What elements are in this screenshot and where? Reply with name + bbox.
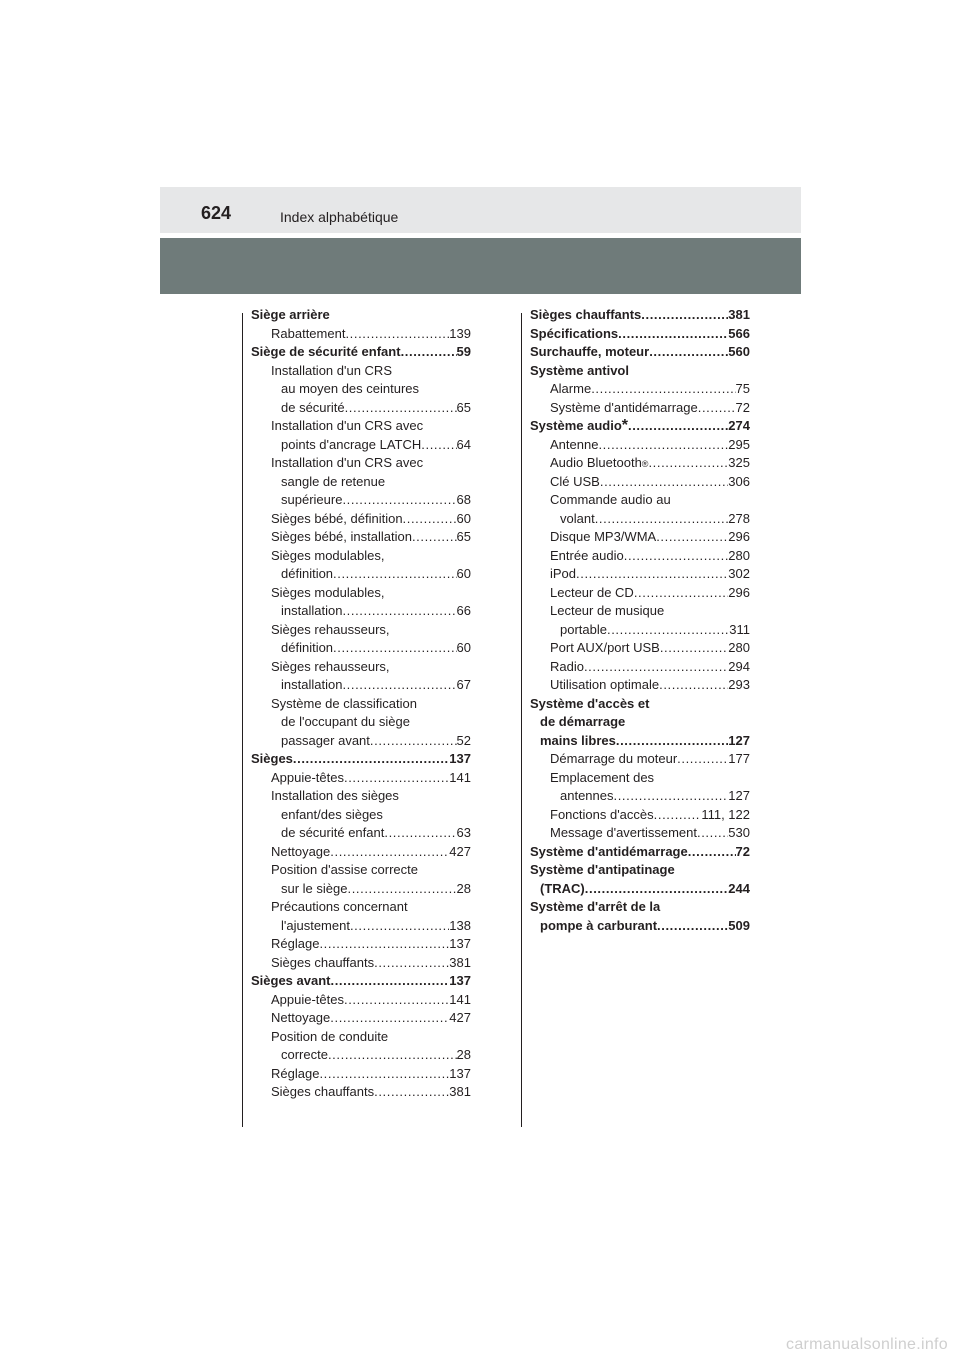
dot-leader (370, 732, 457, 751)
dot-leader (331, 972, 450, 991)
dot-leader (628, 417, 728, 436)
index-subentry (530, 602, 750, 621)
dot-leader (421, 436, 456, 455)
entry-label: de l'occupant du siège (281, 714, 410, 729)
index-subentry (530, 824, 750, 843)
entry-page-number: 177 (728, 751, 750, 766)
dot-leader (641, 306, 728, 325)
entry-label: Siège arrière (251, 307, 330, 322)
dot-leader (342, 676, 456, 695)
entry-label: Lecteur de CD (550, 584, 634, 600)
entry-page-number: 65 (456, 529, 471, 544)
entry-page-number: 59 (456, 344, 471, 359)
index-subentry (251, 1028, 471, 1047)
entry-label: Surchauffe, moteur (530, 344, 650, 359)
entry-page-number: 72 (735, 399, 750, 415)
index-entry (530, 861, 750, 880)
entry-page-number: 325 (728, 455, 750, 470)
dot-leader (319, 935, 449, 954)
entry-label: pompe à carburant (540, 917, 658, 933)
entry-page-number: 509 (728, 917, 750, 933)
entry-label: Appuie-têtes (271, 769, 344, 785)
dot-leader (344, 991, 449, 1010)
index-subentry (530, 806, 750, 825)
dot-leader (384, 824, 456, 843)
header-band (160, 187, 801, 233)
entry-label: (TRAC) (540, 880, 585, 896)
entry-label: Précautions concernant (271, 899, 408, 914)
entry-label: Démarrage du moteur (550, 751, 678, 766)
index-entry: Système audio * ..... 274 (530, 417, 750, 436)
entry-label: Disque MP3/WMA (550, 529, 657, 544)
entry-label: Sièges chauffants (271, 1084, 375, 1099)
index-subentry (251, 769, 471, 788)
entry-page-number: 72 (735, 843, 750, 859)
dot-leader (374, 1083, 449, 1102)
index-subentry (251, 362, 471, 381)
dot-leader (319, 1065, 449, 1084)
entry-label: Utilisation optimale (550, 677, 660, 692)
entry-page-number: 64 (456, 436, 471, 452)
index-subentry (530, 473, 750, 492)
entry-label: Entrée audio (550, 547, 624, 563)
entry-label: Système audio (530, 418, 622, 433)
entry-label: Système antivol (530, 362, 629, 378)
index-subentry (251, 380, 471, 399)
entry-label: Réglage (271, 1065, 320, 1081)
entry-page-number: 381 (449, 954, 471, 970)
entry-label: Audio Bluetooth (550, 455, 642, 470)
page-number: 624 (201, 203, 232, 223)
index-subentry (251, 639, 471, 658)
dot-leader (347, 880, 456, 899)
dot-leader (660, 639, 728, 658)
index-entry (530, 343, 750, 362)
entry-label: Lecteur de musique (550, 603, 665, 618)
entry-label: installation (281, 677, 343, 692)
entry-page-number: 381 (449, 1084, 471, 1099)
entry-label: Rabattement (271, 325, 346, 341)
dot-leader (412, 528, 457, 547)
dot-leader (345, 399, 457, 418)
entry-page-number: 137 (449, 973, 471, 988)
entry-page-number: 381 (728, 307, 750, 322)
entry-label: Système d'antidémarrage (550, 399, 698, 415)
entry-label: Réglage (271, 936, 320, 951)
entry-label: Fonctions d'accès (550, 806, 654, 822)
entry-label: sur le siège (281, 880, 348, 896)
entry-label: Installation d'un CRS avec (271, 455, 424, 470)
column-rule-middle (521, 313, 522, 1127)
index-subentry (251, 824, 471, 843)
index-subentry (251, 676, 471, 695)
index-subentry (530, 676, 750, 695)
entry-label: Système d'accès et (530, 695, 650, 711)
index-subentry (530, 658, 750, 677)
entry-page-number: 52 (456, 732, 471, 748)
dot-leader (344, 769, 449, 788)
index-subentry (251, 325, 471, 344)
entry-label: Port AUX/port USB (550, 640, 660, 655)
entry-label: sangle de retenue (281, 473, 386, 489)
index-entry (530, 917, 750, 936)
entry-label: Sièges chauffants (271, 954, 375, 970)
index-subentry (251, 898, 471, 917)
entry-label: Spécifications (530, 325, 619, 341)
index-subentry (251, 491, 471, 510)
index-subentry (251, 935, 471, 954)
entry-page-number: 68 (456, 492, 471, 507)
section-title: Index alphabétique (280, 209, 399, 225)
entry-label: supérieure (281, 492, 343, 507)
dot-leader (330, 843, 449, 862)
entry-label: iPod (550, 566, 577, 581)
entry-page-number: 295 (728, 436, 750, 452)
dot-leader (401, 343, 457, 362)
entry-page-number: 137 (449, 1065, 471, 1081)
entry-label: mains libres (540, 732, 616, 748)
entry-page-number: 141 (449, 769, 471, 785)
entry-label: Sièges modulables, (271, 584, 385, 600)
index-subentry (530, 547, 750, 566)
entry-label: Système de classification (271, 695, 417, 711)
index-subentry (251, 1009, 471, 1028)
entry-label: Sièges rehausseurs, (271, 658, 390, 674)
index-entry (530, 843, 750, 862)
entry-page-number: 137 (449, 936, 471, 951)
entry-page-number: 296 (728, 584, 750, 600)
index-subentry (251, 1083, 471, 1102)
entry-page-number: 138 (449, 917, 471, 933)
dot-leader (342, 602, 456, 621)
entry-label: l'ajustement (281, 917, 350, 933)
dot-leader (350, 917, 449, 936)
entry-label: Nettoyage (271, 843, 331, 859)
dot-leader (584, 658, 728, 677)
entry-page-number: 139 (449, 325, 471, 341)
index-entry (530, 732, 750, 751)
dot-leader (648, 454, 728, 473)
entry-label: Sièges bébé, installation (271, 529, 412, 544)
index-subentry (251, 399, 471, 418)
dot-leader (600, 473, 728, 492)
entry-label: Sièges modulables, (271, 547, 385, 563)
index-subentry (251, 695, 471, 714)
dot-leader (624, 547, 729, 566)
entry-label: Sièges avant (251, 973, 331, 988)
entry-page-number: 111, 122 (701, 806, 750, 822)
entry-label: Système d'antipatinage (530, 862, 675, 877)
index-entry (530, 695, 750, 714)
entry-label: Radio (550, 658, 584, 674)
entry-page-number: 141 (449, 991, 471, 1007)
index-entry (530, 325, 750, 344)
index-entry (251, 750, 471, 769)
index-subentry (251, 547, 471, 566)
dot-leader (697, 824, 728, 843)
index-subentry (530, 380, 750, 399)
index-subentry (530, 639, 750, 658)
entry-page-number: 137 (449, 751, 471, 766)
entry-label: installation (281, 603, 343, 618)
index-subentry (251, 621, 471, 640)
index-subentry (251, 787, 471, 806)
index-subentry (530, 584, 750, 603)
index-entry (530, 362, 750, 381)
dot-leader (614, 787, 729, 806)
entry-label: Nettoyage (271, 1010, 331, 1025)
dot-leader (657, 917, 728, 936)
entry-page-number: 66 (456, 603, 471, 618)
entry-page-number: 306 (728, 473, 750, 489)
entry-label: Installation des sièges (271, 788, 399, 803)
entry-label: Système d'antidémarrage (530, 843, 688, 859)
index-subentry (251, 917, 471, 936)
entry-label: Position d'assise correcte (271, 862, 418, 877)
entry-page-number: 60 (456, 640, 471, 655)
entry-page-number: 63 (456, 825, 471, 840)
index-subentry (251, 806, 471, 825)
dot-leader (649, 343, 728, 362)
index-subentry (251, 417, 471, 436)
entry-page-number: 427 (449, 1010, 471, 1025)
dot-leader (328, 1046, 457, 1065)
entry-label: Sièges rehausseurs, (271, 621, 390, 637)
entry-label: Appuie-têtes (271, 991, 344, 1007)
index-entry (251, 343, 471, 362)
entry-page-number: 60 (456, 566, 471, 581)
index-subentry (530, 510, 750, 529)
dot-leader (330, 1009, 449, 1028)
watermark: carmanualsonline.info (786, 1336, 948, 1353)
index-entry (251, 306, 471, 325)
index-subentry (251, 658, 471, 677)
entry-page-number: 294 (728, 658, 750, 674)
entry-label: définition (281, 640, 334, 655)
index-subentry (251, 584, 471, 603)
index-subentry (530, 436, 750, 455)
entry-label: de sécurité (281, 399, 345, 415)
index-subentry: Audio Bluetooth ® ..... 325 (530, 454, 750, 473)
dot-leader (595, 510, 729, 529)
entry-page-number: 127 (728, 788, 750, 803)
entry-label: Position de conduite (271, 1028, 389, 1044)
entry-label: Alarme (550, 381, 592, 396)
index-subentry (251, 713, 471, 732)
index-column-right (530, 306, 750, 935)
entry-label: Installation d'un CRS avec (271, 418, 424, 433)
entry-label: Sièges chauffants (530, 307, 642, 322)
dot-leader (598, 436, 728, 455)
index-subentry (530, 769, 750, 788)
entry-page-number: 280 (728, 640, 750, 655)
entry-page-number: 427 (449, 843, 471, 859)
entry-label: Clé USB (550, 473, 600, 489)
entry-page-number: 244 (728, 880, 750, 896)
dot-leader (656, 528, 728, 547)
index-subentry (530, 621, 750, 640)
dot-leader (403, 510, 457, 529)
dot-leader (677, 750, 728, 769)
entry-label: Siège de sécurité enfant (251, 344, 401, 359)
dot-leader (659, 676, 728, 695)
index-subentry (251, 473, 471, 492)
dot-leader (607, 621, 729, 640)
dot-leader (333, 639, 456, 658)
index-entry (530, 898, 750, 917)
index-subentry (530, 787, 750, 806)
index-column-left (251, 306, 471, 1102)
entry-page-number: 566 (728, 325, 750, 341)
dot-leader (591, 380, 735, 399)
entry-label: Sièges (251, 751, 293, 766)
entry-label: Installation d'un CRS (271, 362, 392, 378)
entry-page-number: 274 (728, 418, 750, 433)
entry-label: passager avant (281, 732, 370, 748)
index-subentry (251, 1046, 471, 1065)
index-entry (251, 972, 471, 991)
index-subentry (251, 436, 471, 455)
entry-label: Message d'avertissement (550, 825, 697, 840)
dot-leader (688, 843, 736, 862)
entry-page-number: 28 (456, 1047, 471, 1062)
entry-page-number: 302 (728, 566, 750, 581)
dot-leader (616, 732, 728, 751)
index-subentry (251, 861, 471, 880)
index-subentry (251, 565, 471, 584)
index-subentry (251, 454, 471, 473)
index-subentry (530, 750, 750, 769)
dot-leader (576, 565, 728, 584)
index-entry (530, 880, 750, 899)
dot-leader (618, 325, 728, 344)
entry-label: points d'ancrage LATCH (281, 436, 422, 452)
entry-label: Antenne (550, 436, 599, 452)
entry-page-number: 296 (728, 529, 750, 544)
index-entry (530, 713, 750, 732)
column-rule-left (242, 313, 243, 1127)
entry-label: Emplacement des (550, 769, 655, 785)
dot-leader (585, 880, 729, 899)
entry-page-number: 278 (728, 510, 750, 526)
entry-label: de sécurité enfant (281, 825, 385, 840)
dot-leader (345, 325, 449, 344)
entry-label: correcte (281, 1047, 328, 1062)
entry-page-number: 28 (456, 880, 471, 896)
index-entry (530, 306, 750, 325)
index-subentry (251, 991, 471, 1010)
entry-label: Commande audio au (550, 492, 671, 507)
index-subentry (251, 510, 471, 529)
entry-page-number: 311 (729, 621, 750, 637)
index-subentry (251, 528, 471, 547)
dot-leader (374, 954, 449, 973)
entry-page-number: 280 (728, 547, 750, 563)
entry-page-number: 67 (456, 677, 471, 692)
index-subentry (251, 602, 471, 621)
entry-label: au moyen des ceintures (281, 381, 420, 396)
entry-label: Sièges bébé, définition (271, 510, 403, 526)
entry-label: enfant/des sièges (281, 806, 383, 822)
entry-label: de démarrage (540, 714, 626, 729)
entry-page-number: 293 (728, 677, 750, 692)
index-subentry (251, 880, 471, 899)
dot-leader (698, 399, 736, 418)
entry-page-number: 560 (728, 344, 750, 359)
entry-label: portable (560, 621, 607, 637)
dot-leader (634, 584, 728, 603)
index-subentry (251, 732, 471, 751)
dot-leader (654, 806, 702, 825)
index-subentry (530, 528, 750, 547)
entry-page-number: 530 (728, 825, 750, 840)
entry-label: antennes (560, 788, 614, 803)
dot-leader (342, 491, 456, 510)
entry-label: définition (281, 566, 334, 581)
section-tab-band (160, 238, 801, 294)
entry-page-number: 75 (735, 381, 750, 396)
entry-page-number: 65 (456, 399, 471, 415)
index-subentry (530, 491, 750, 510)
dot-leader (293, 750, 449, 769)
entry-label: volant (560, 510, 595, 526)
entry-page-number: 127 (728, 732, 750, 748)
dot-leader (333, 565, 456, 584)
index-subentry (251, 1065, 471, 1084)
index-subentry (530, 565, 750, 584)
entry-page-number: 60 (456, 510, 471, 526)
index-subentry (530, 399, 750, 418)
index-subentry (251, 843, 471, 862)
index-subentry (251, 954, 471, 973)
entry-label: Système d'arrêt de la (530, 899, 661, 914)
